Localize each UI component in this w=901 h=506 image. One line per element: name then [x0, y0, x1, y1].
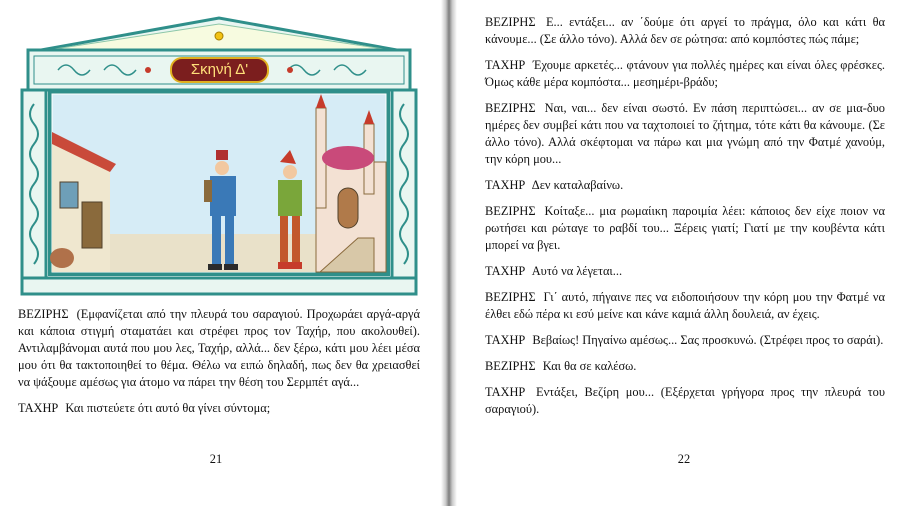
speaker-name: ΒΕΖΙΡΗΣ: [485, 359, 536, 373]
page-number-left: 21: [209, 452, 223, 466]
speaker-name: ΒΕΖΙΡΗΣ: [485, 290, 536, 304]
speaker-name: ΒΕΖΙΡΗΣ: [485, 15, 536, 29]
speaker-name: ΤΑΧΗΡ: [485, 264, 526, 278]
dialogue-text: Εντάξει, Βεζίρη μου... (Εξέρχεται γρήγορα προς την πλευρά του σαραγιού).: [485, 385, 885, 416]
speaker-name: ΤΑΧΗΡ: [18, 401, 59, 415]
dialogue-text: Βεβαίως! Πηγαίνω αμέσως... Σας προσκυνώ. (Στρέφει προς το σαράι).: [532, 333, 884, 347]
dialogue-paragraph: [485, 263, 885, 280]
dialogue-paragraph: [18, 400, 420, 417]
scene-title-badge: Σκηνή Δ': [170, 57, 269, 83]
speaker-name: ΤΑΧΗΡ: [485, 333, 526, 347]
dialogue-text: Και θα σε καλέσω.: [542, 359, 637, 373]
page-number-right: 22: [677, 452, 691, 466]
speaker-name: ΤΑΧΗΡ: [485, 385, 526, 399]
speaker-name: ΒΕΖΙΡΗΣ: [485, 101, 536, 115]
dialogue-text: Ε... εντάξει... αν ΄δούμε ότι αργεί το πράγμα, όλο και κάτι θα κάνουμε... (Σε άλλο τόνο). Αλλά δεν σε ρώτησα: από κομπόστες πώς πάμε;: [485, 15, 885, 46]
dialogue-paragraph: [485, 358, 885, 375]
left-page-text: [18, 306, 420, 426]
dialogue-text: Αυτό να λέγεται...: [531, 264, 623, 278]
dialogue-paragraph: [18, 306, 420, 391]
left-page: [0, 0, 441, 506]
speaker-name: ΒΕΖΙΡΗΣ: [485, 204, 536, 218]
dialogue-text: Γι΄ αυτό, πήγαινε πες να ειδοποιήσουν την κόρη μου την Φατμέ να έλθει εδώ πέρα κι εσύ μείνε και κάνε καμιά άλλη δουλειά, αν έχεις.: [485, 290, 885, 321]
dialogue-paragraph: [485, 57, 885, 91]
speaker-name: ΒΕΖΙΡΗΣ: [18, 307, 69, 321]
speaker-name: ΤΑΧΗΡ: [485, 58, 526, 72]
right-page-text: [485, 14, 885, 427]
speaker-name: ΤΑΧΗΡ: [485, 178, 526, 192]
dialogue-paragraph: [485, 289, 885, 323]
book-gutter: [441, 0, 457, 506]
dialogue-text: Κοίταξε... μια ρωμαίικη παροιμία λέει: κάποιος δεν είχε ποιον να ρωτήσει και ρώταγε το ραβδί του... Ξέρεις γιατί; Γιατί με την κουβέντα κάτι μπορεί να βγει.: [485, 204, 885, 252]
dialogue-text: Έχουμε αρκετές... φτάνουν για πολλές ημέρες και είναι όλες φρέσκες. Όμως κάθε μέρα κομπόστα... μεσημέρι-βράδυ;: [485, 58, 885, 89]
dialogue-paragraph: [485, 100, 885, 168]
dialogue-text: Και πιστεύετε ότι αυτό θα γίνει σύντομα;: [65, 401, 271, 415]
dialogue-text: (Εμφανίζεται από την πλευρά του σαραγιού. Προχωράει αργά-αργά και κάποια στιγμή σταματάει και στρέφει προς τον Ταχήρ, που ακολουθεί). Αντιλαμβάνομαι αυτά που μου λες, Ταχήρ, αλλά... δεν ξέρω, κάτι μου λέει μέσα μου ότι θα τακτοποιηθεί το θέμα. Θέλω να ειπώ δηλαδή, πως δεν θα χρειασθεί να ψάξουμε αμέσως για άτομο να πάρει την θέση του Σερμπέτ αγά...: [18, 307, 420, 389]
dialogue-text: Δεν καταλαβαίνω.: [531, 178, 624, 192]
dialogue-paragraph: [485, 177, 885, 194]
dialogue-paragraph: [485, 203, 885, 254]
dialogue-paragraph: [485, 332, 885, 349]
dialogue-paragraph: [485, 14, 885, 48]
dialogue-text: Ναι, ναι... δεν είναι σωστό. Εν πάση περιπτώσει... αν σε μια-δυο ημέρες δεν συμβεί κάτι που να ταχτοποιεί το ζήτημα, τότε κάτι θα κάνουμε. (Σε άλλο τόνο). Αλλά σκέφτομαι να πάρω και μια γνώμη από την Φατμέ χανούμ, την κόρη μου...: [485, 101, 886, 166]
dialogue-paragraph: [485, 384, 885, 418]
theater-scene-illustration: [18, 12, 420, 300]
